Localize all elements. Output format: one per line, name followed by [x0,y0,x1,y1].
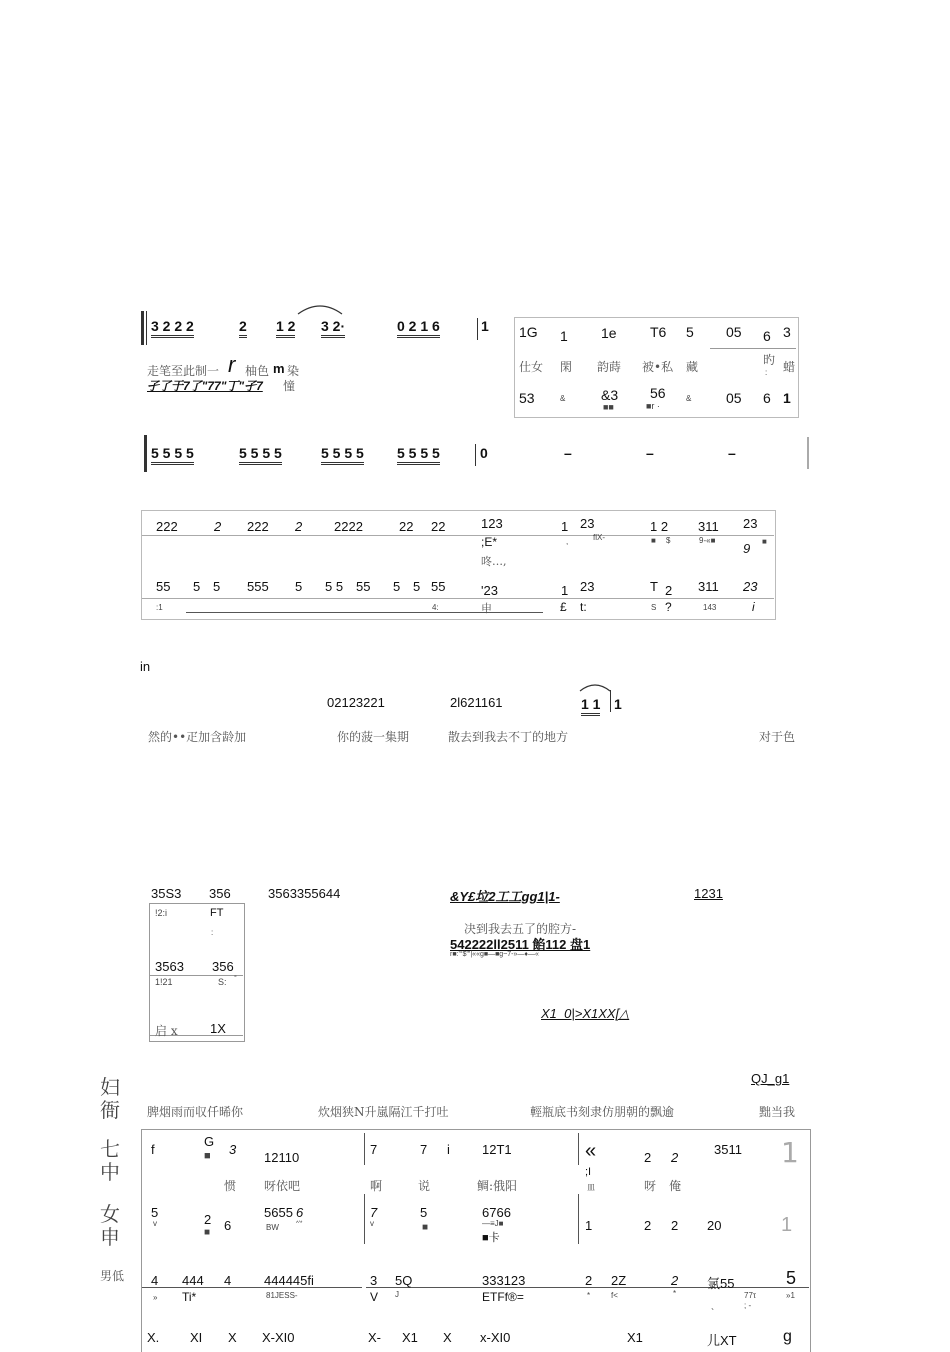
box2-r3-9: 55 [431,579,446,594]
s5-r2sub-1: ■ [204,1227,211,1238]
s5-r2-12: 1 [781,1214,793,1236]
box1-r1-4: 5 [686,324,694,340]
s5-r4-9: 儿XT [707,1333,737,1348]
box2-r1-4: 2222 [334,519,363,534]
s5-r3-7: 2 [585,1273,593,1288]
barline-line2-end [807,437,809,469]
box1-r1-7: 3 [783,324,791,340]
box4-v3 [364,1194,365,1244]
s5-r3sub-10: »1 [786,1291,795,1300]
box2-r1-5: 22 [399,519,414,534]
s5-lyric-2: 輕瓶底书刻隶仿朋朝的飘逾 [530,1105,675,1119]
s3-notes-a: 02123221 [327,695,385,710]
s5-r3sub-5: ETFf®= [482,1290,524,1304]
notes-3222: 3 2 2 2 [151,318,194,338]
s4-c1c-1: 356 [212,959,234,974]
s5-r2-11: 20 [707,1218,722,1233]
s4-c1-2: 3563355644 [268,886,341,901]
s5-r4-10: g [783,1328,792,1345]
box4-v4 [578,1194,579,1244]
s5-r3sub-6: * [587,1291,591,1300]
lyric-under: 孑了于7了"77"丁"孑7 [147,379,263,393]
box2-r4-7: 143 [703,603,717,612]
s5-r2sub-0: v [153,1219,157,1228]
notes-0: 0 [480,445,488,461]
box2-line-1 [142,535,774,536]
box2-r4-4: t: [580,600,587,614]
s4-right-top: &Y£垃2工工gg1|1- [450,889,560,904]
s5-r3-10: 氯55 [707,1276,735,1291]
box3-line-1 [150,975,243,976]
s5-r2sub-7: ■卡 [482,1232,500,1244]
s5-r1sub-6: ;I [585,1166,592,1178]
box2-r2-6: ■ [762,537,767,546]
s5-r2-0: 5 [151,1205,159,1220]
box2-r3-7: 5 [393,579,401,594]
box2-r1-1: 2 [214,519,222,534]
s5-r4-2: X [228,1330,237,1345]
barline-mid [477,318,478,340]
s5-r1-11: 3511 [714,1142,742,1157]
s5-r4-3: X-XI0 [262,1330,295,1345]
box1-r1-0: 1G [519,324,538,340]
s5-r3sub-9: 77τ [744,1291,757,1300]
s5-r2-7: 6766 [482,1205,511,1220]
box2-r3-3: 555 [247,579,269,594]
s5-r4-8: X1 [627,1330,643,1345]
rest-1: – [564,445,572,461]
notes-5555-a: 5 5 5 5 [151,445,194,465]
s5-r3-5: 5Q [395,1273,413,1288]
notes-32: 3 2· [321,318,345,338]
s5-r2-4: 6 [296,1205,304,1220]
s5-r2-6: 5 [420,1205,428,1220]
s5-lyric-0: 脾烟雨而収仟晞你 [147,1105,244,1119]
box1-r3-1: & [560,394,566,403]
box1-r2-6: 蜡 [783,360,796,374]
box2-r3-12: 23 [580,579,595,594]
side-char-1: 衙 [100,1098,120,1122]
s3-lyric-1: 你的菠一集期 [337,730,410,744]
s5-r3-8: 2Z [611,1273,627,1288]
box4-v2 [578,1133,579,1165]
s5-r3sub-0: » [153,1293,158,1302]
s5-r1-2: 3 [229,1142,237,1157]
s4-c1-1: 356 [209,886,231,901]
notes-2: 2 [239,318,247,338]
s5-r3-4: 3 [370,1273,378,1288]
notes-12: 1 2 [276,318,295,338]
box1-r3-2: &3 [601,387,619,403]
s5-top-right: QJ_g1 [751,1071,790,1086]
box2-r1-3: 2 [295,519,303,534]
box1-r1-5: 05 [726,324,742,340]
box2-r2-1: flX- [593,533,605,542]
notes-5555-b: 5 5 5 5 [239,445,282,465]
box2-r3-10: '23 [481,583,498,598]
s3-lyric-3: 对于色 [759,730,796,744]
score-box-4 [141,1129,811,1352]
s5-r1-7: 12T1 [482,1142,512,1157]
box1-r2-2: 韵蒔 [597,360,622,374]
box2-line-2 [142,598,774,599]
box2-r2b: 咚…, [481,555,507,568]
s5-r1sub-7: 皿 [587,1183,595,1192]
box1-r3-3: 56 [650,385,666,401]
side-char-2: 七 [100,1137,120,1161]
s5-r4-7: x-XI0 [480,1330,511,1345]
s5-r1sub-1: 惯 [224,1179,237,1193]
s4-right-notes: 542222ll2511 餡112 盘1 [450,937,591,952]
box2-r1-12: 23 [743,516,758,531]
s5-r1-10: 2 [671,1150,679,1165]
box2-r4-3: £ [560,600,567,614]
box2-r3-8: 5 [413,579,421,594]
s5-r1-3: 12110 [264,1150,300,1165]
side-char-3: 中 [100,1160,120,1184]
s5-r1-12: 1 [781,1136,799,1169]
box2-r1-9: 23 [580,516,595,531]
s5-r1sub-8: 呀 [644,1179,657,1193]
rest-2: – [646,445,654,461]
box2-r3-5: 5 5 [325,579,344,594]
tie-arc [578,682,612,692]
s3-notes-b: 2l621161 [450,695,503,710]
box2-r1-7: 123 [481,516,503,531]
s4-right-small: r■:'°$"'|««g■—■g~7-»—♦—« [450,951,539,958]
side-label-male-low: 男低 [100,1269,125,1283]
s5-r2-2: 6 [224,1218,232,1233]
s5-r3-2: 4 [224,1273,232,1288]
s5-r3sub-2: 81JESS- [266,1291,298,1300]
s5-r1sub-4: 说 [418,1179,431,1193]
box1-r1-2: 1e [601,325,617,341]
s5-r2-10: 2 [671,1218,679,1233]
box1-r2-colon: : [765,368,768,377]
s4-c1b-0: !2:i [155,908,168,918]
s3-barline [610,690,611,712]
in-label: in [140,659,151,674]
box2-r2-2: ■ [651,536,656,545]
box2-r3-0: 55 [156,579,171,594]
lyric-big-r: r [228,352,236,377]
s5-r1sub-5: 鲷:俄阳 [477,1179,518,1193]
s5-r1-8: « [585,1140,597,1162]
s4-c1b-1: FT [210,907,224,919]
s3-lyric-2: 散去到我去不丁的地方 [448,730,569,744]
box2-r2-0: , [566,537,569,546]
s5-r3sub-7: f< [611,1291,618,1300]
box2-r1-11: 311 [698,519,719,534]
box1-r3-6: 6 [763,390,771,406]
rest-3: – [728,445,736,461]
box1-r3sub-0: ■■ [603,402,614,412]
lyric-c: 染 [287,364,300,378]
s5-r1-1: G [204,1134,215,1149]
box2-r1-10: 1 2 [650,519,669,534]
s5-r2sub-3: ^'* [296,1221,303,1227]
s4-c1e-1: 1X [210,1021,226,1036]
s4-c1-0: 35S3 [151,886,182,901]
s3-notes-d: 1 [614,696,622,712]
box2-r1-0: 222 [156,519,178,534]
box1-r1-1: 1 [560,328,568,344]
s5-r2sub-5: ■ [422,1222,429,1233]
s5-r3sub-8: * [673,1289,677,1298]
s5-r3-1: 444 [182,1273,204,1288]
box2-r3-13: T [650,579,658,594]
side-char-0: 妇 [100,1075,120,1099]
s5-r1-6: i [447,1142,450,1157]
box2-r3-14: 2 [665,583,673,598]
s4-c1c-0: 3563 [155,959,184,974]
s5-r2sub-4: v [370,1219,374,1228]
lyric-b: 柚色 [245,364,270,378]
s5-r1-9: 2 [644,1150,652,1165]
box1-r1-6: 6 [763,328,771,344]
s5-r2-1: 2 [204,1212,212,1227]
s5-r4-0: X. [147,1330,160,1345]
s5-r3sub-1: Ti* [182,1290,197,1304]
box1-r3-4: & [686,394,692,403]
s5-r1sub-2: 呀依吧 [264,1179,301,1193]
score-box-2 [141,510,776,620]
box2-r3-16: 23 [743,579,758,594]
s5-r1-5: 7 [420,1142,428,1157]
box2-r2a: ;E* [481,535,498,549]
slur-arc [296,302,344,316]
notes-0216: 0 2 1 6 [397,318,440,338]
box2-r2-3: $ [666,536,671,545]
s5-r2-8: 1 [585,1218,593,1233]
box2-r1-8: 1 [561,519,569,534]
box1-r3-5: 05 [726,390,742,406]
s5-r2-5: 7 [370,1205,378,1220]
s5-r3-9: 2 [671,1273,679,1288]
box2-r4-8: i [752,600,755,614]
box2-r4-0: :1 [156,603,163,612]
s5-r3sub-4: J [395,1290,399,1299]
box1-r2-1: 閑 [560,360,573,374]
s5-lyric-1: 炊烟狭N升嵐隔江千打吐 [318,1105,449,1119]
s5-r3-11: 5 [786,1268,797,1288]
notes-1: 1 [481,318,489,334]
s5-r3sub-3: V [370,1290,379,1304]
s5-r2sub-2: BW [266,1223,279,1232]
box2-r4-1: 4: [432,603,439,612]
box1-r3-0: 53 [519,390,535,406]
s5-r1-4: 7 [370,1142,378,1157]
box1-r2-4: 藏 [686,360,699,374]
lyric-m: m [273,361,285,376]
box1-r2-5: 旳 [763,353,776,367]
side-char-5: 申 [100,1225,120,1249]
s5-r2-3: 5655 [264,1205,293,1220]
box2-r3-11: 1 [561,583,569,598]
box2-r2-4: 9-«■ [699,536,716,545]
box2-r4-5: S [651,603,657,612]
s4-c1d-0: 1!21 [155,977,173,987]
box1-r1-3: T6 [650,324,667,340]
s5-r4-1: XI [190,1330,203,1345]
box2-r3-15: 311 [698,579,719,594]
notes-5555-c: 5 5 5 5 [321,445,364,465]
box1-r3sub-1: ■r · [646,401,660,411]
s5-r4-4: X- [368,1330,381,1345]
s5-r1sub-9: 俺 [669,1179,682,1193]
box2-r4-2: 申 [481,602,492,615]
s4-right-num: 1231 [694,886,723,901]
box1-r3-7: 1 [783,390,791,406]
s4-c1b-2: : [211,928,214,937]
s5-r4-6: X [443,1330,452,1345]
s5-r3sub-12: ; - [744,1301,752,1310]
box2-r1-2: 222 [247,519,269,534]
s5-lyric-3: 黜当我 [759,1105,796,1119]
box4-h1 [142,1287,362,1288]
lyric-end: 憧 [283,379,296,393]
box1-r2-3: 被•私 [642,360,674,374]
box1-r2-0: 仕女 [519,360,544,374]
notes-5555-d: 5 5 5 5 [397,445,440,465]
barline-line2 [144,435,147,472]
s4-c1d-1: S: [218,977,227,987]
side-char-4: 女 [100,1202,120,1226]
box4-v1 [364,1133,365,1165]
box2-r3-1: 5 [193,579,201,594]
lyric-a: 走笔至此制一 [147,364,220,378]
s5-r2-9: 2 [644,1218,652,1233]
barline-left-thin [146,311,147,345]
barline-line2-mid [475,444,476,466]
s5-r3-3: 444445fi [264,1273,314,1288]
box1-line [710,348,796,349]
box2-r3-4: 5 [295,579,303,594]
box2-r2-5: 9 [743,541,751,556]
s4-right-lyric: 决到我去五了的腔方- [464,922,577,936]
barline-left [141,311,144,345]
s5-r4-5: X1 [402,1330,418,1345]
s5-r3sub-11: 、 [711,1302,719,1311]
box2-r3-6: 55 [356,579,371,594]
s4-c1e-0: 启 x [155,1024,178,1038]
s5-r2sub-6: —≡J■ [482,1219,504,1228]
s4-right-bottom: X1_0|>X1XX[△ [541,1006,630,1021]
s5-r3-6: 333123 [482,1273,526,1288]
box2-r3-2: 5 [213,579,221,594]
s5-r3-0: 4 [151,1273,159,1288]
s5-r1-0: f [151,1142,155,1157]
box2-r4-6: ? [665,600,672,614]
s3-lyric-0: 然的••疋加含龄加 [148,730,247,744]
s5-r1sub-0: ■ [204,1150,211,1162]
box2-r1-6: 22 [431,519,446,534]
s5-r1sub-3: 啊 [370,1179,383,1193]
s3-notes-c: 1 1 [581,696,600,716]
s4-c1d-2: ° [234,975,237,982]
